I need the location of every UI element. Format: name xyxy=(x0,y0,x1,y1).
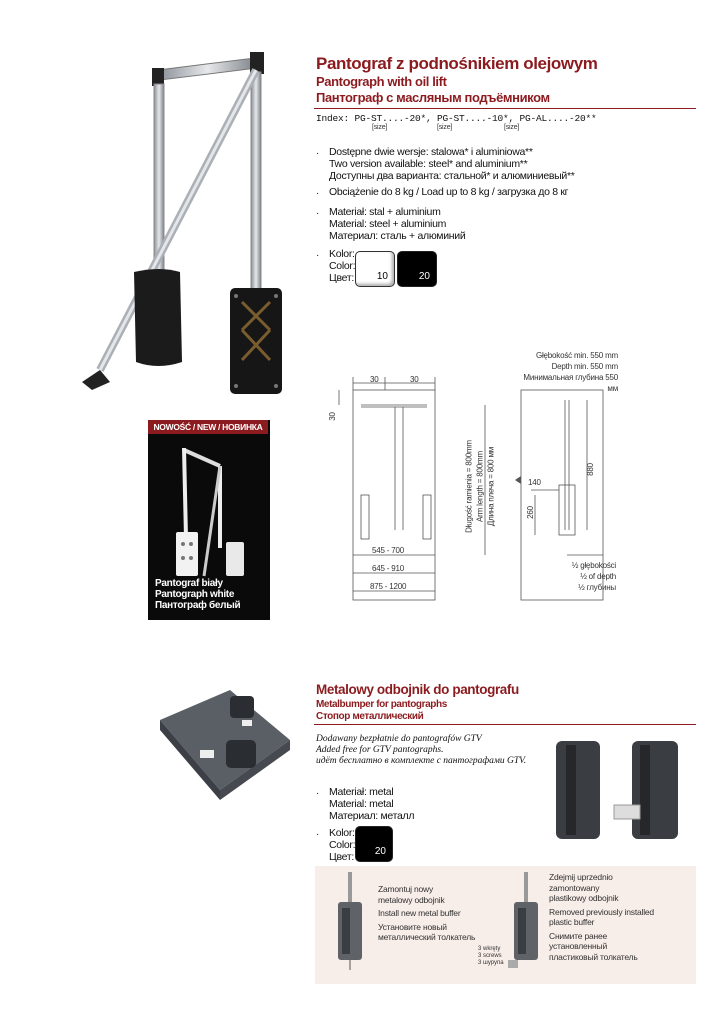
free-note-pl: Dodawany bezpłatnie do pantografów GTV xyxy=(316,734,482,744)
install-illustration-2 xyxy=(508,872,550,972)
bumper-material xyxy=(329,786,414,822)
color-swatch-white xyxy=(355,251,395,287)
arm-ru: Длина плеча = 800 мм xyxy=(486,446,496,527)
color-labels xyxy=(329,248,355,284)
bumper-material-ru: Материал: металл xyxy=(329,810,415,822)
material-en: Material: steel + aluminium xyxy=(329,218,447,230)
size-label-3: [size] xyxy=(504,124,520,131)
dim-140: 140 xyxy=(528,478,541,487)
title-rule xyxy=(314,108,696,109)
dim-30a: 30 xyxy=(370,375,379,384)
step2-pl-2: zamontowany xyxy=(549,882,600,893)
bumper-title-rule xyxy=(314,724,696,725)
step2-en-1: Removed previously installed xyxy=(549,906,654,917)
step1-ru-1: Установите новый xyxy=(378,921,447,932)
bullet: · xyxy=(316,250,320,261)
product-title-pl: Pantograf z podnośnikiem olejowym xyxy=(316,54,598,73)
bullet: · xyxy=(316,788,320,799)
step2-pl-1: Zdejmij uprzednio xyxy=(549,872,613,882)
material-text xyxy=(329,206,465,242)
bumper-color-label-en: Color: xyxy=(329,839,356,851)
bumper-title-ru: Стопор металлический xyxy=(316,711,424,722)
bumper-photo xyxy=(150,680,310,810)
promo-line-en: Pantograph white xyxy=(155,589,235,600)
width-dim-3: 875 - 1200 xyxy=(370,582,407,591)
bumper-color-label-pl: Kolor: xyxy=(329,827,355,839)
size-label-2: [size] xyxy=(437,124,453,131)
screws-note xyxy=(478,946,504,967)
free-note-en: Added free for GTV pantographs. xyxy=(316,745,444,755)
step2-ru-3: пластиковый толкатель xyxy=(549,951,638,962)
step2-ru-1: Снимите ранее xyxy=(549,930,608,941)
bumper-material-en: Material: metal xyxy=(329,798,394,810)
bullet: · xyxy=(316,188,320,199)
screws-pl: 3 wkręty xyxy=(478,946,501,952)
versions-ru: Доступны два варианта: стальной* и алюминиевый** xyxy=(329,170,575,182)
index-line: Index: PG-ST....-20*, PG-ST....-10*, PG-AL....-20** xyxy=(316,113,597,124)
bullet: · xyxy=(316,208,320,219)
depth-pl: Głębokość min. 550 mm xyxy=(535,351,618,360)
dim-260: 260 xyxy=(525,506,535,519)
free-note-ru: идёт бесплатно в комплекте с пантографами GTV. xyxy=(316,756,527,766)
step2-en-2: plastic buffer xyxy=(549,917,595,927)
versions-pl: Dostępne dwie wersje: stalowa* i aluminiowa** xyxy=(329,146,533,158)
product-title-en: Pantograph with oil lift xyxy=(316,74,447,89)
color-label-en: Color: xyxy=(329,260,356,272)
color-label-pl: Kolor: xyxy=(329,248,355,260)
bumper-title-en: Metalbumper for pantographs xyxy=(316,699,447,710)
depth-en: Depth min. 550 mm xyxy=(551,362,618,371)
depth-ru: Минимальная глубина 550 мм xyxy=(523,373,618,393)
half-pl: ½ głębokości xyxy=(571,561,616,570)
bumper-title-pl: Metalowy odbojnik do pantografu xyxy=(316,682,519,697)
screws-en: 3 screws xyxy=(478,953,502,959)
bullet: · xyxy=(316,148,320,159)
half-ru: ½ глубины xyxy=(578,583,616,592)
size-label-1: [size] xyxy=(372,124,388,131)
step1-text xyxy=(378,884,475,943)
step2-pl-3: plastikowy odbojnik xyxy=(549,893,619,903)
width-dim-2: 645 - 910 xyxy=(372,564,405,573)
free-note xyxy=(316,734,526,767)
bumper-installed-photo xyxy=(548,735,698,845)
color-swatch-black xyxy=(397,251,437,287)
bumper-color-swatch xyxy=(355,826,393,862)
step1-pl-1: Zamontuj nowy xyxy=(378,884,434,894)
bumper-material-pl: Materiał: metal xyxy=(329,786,394,798)
dim-30b: 30 xyxy=(410,375,419,384)
width-dim-1: 545 - 700 xyxy=(372,546,405,555)
color-label-ru: Цвет: xyxy=(329,272,354,284)
step1-ru-2: металлический толкатель xyxy=(378,932,476,942)
bumper-color-label-ru: Цвет: xyxy=(329,851,354,863)
depth-note xyxy=(512,350,618,394)
step2-ru-2: установленный xyxy=(549,941,608,951)
promo-badge: NOWOŚĆ / NEW / НОВИНКА xyxy=(148,420,268,434)
white-pantograph-image xyxy=(148,438,270,588)
screws-ru: 3 шурупа xyxy=(478,960,504,966)
step1-pl-2: metalowy odbojnik xyxy=(378,894,445,905)
dim-30c: 30 xyxy=(327,412,337,421)
dim-880: 880 xyxy=(585,463,595,476)
arm-en: Arm length = 800mm xyxy=(475,451,485,522)
material-ru: Материал: сталь + алюминий xyxy=(329,230,466,242)
bumper-color-labels xyxy=(329,827,355,863)
promo-line-ru: Пантограф белый xyxy=(155,600,241,611)
promo-box xyxy=(148,420,270,620)
product-title-ru: Пантограф с масляным подъёмником xyxy=(316,90,550,105)
promo-line-pl: Pantograf biały xyxy=(155,578,223,589)
promo-text xyxy=(155,578,240,611)
material-pl: Materiał: stal + aluminium xyxy=(329,206,441,218)
load-text: Obciążenie do 8 kg / Load up to 8 kg / загрузка до 8 кг xyxy=(329,186,569,198)
step2-text xyxy=(549,872,654,962)
versions-en: Two version available: steel* and aluminium** xyxy=(329,158,528,170)
color-code-white: 10 xyxy=(376,271,388,282)
half-depth-note xyxy=(556,560,616,593)
step1-en: Install new metal buffer xyxy=(378,908,461,918)
half-en: ½ of depth xyxy=(580,572,616,581)
bullet: · xyxy=(316,829,320,840)
pantograph-photo xyxy=(70,40,300,400)
arm-length-note xyxy=(464,427,497,547)
versions-text xyxy=(329,146,575,182)
bumper-color-code: 20 xyxy=(374,846,386,857)
color-code-black: 20 xyxy=(418,271,430,282)
arm-pl: Długość ramienia = 800mm xyxy=(464,440,474,533)
install-illustration-1 xyxy=(332,872,372,972)
